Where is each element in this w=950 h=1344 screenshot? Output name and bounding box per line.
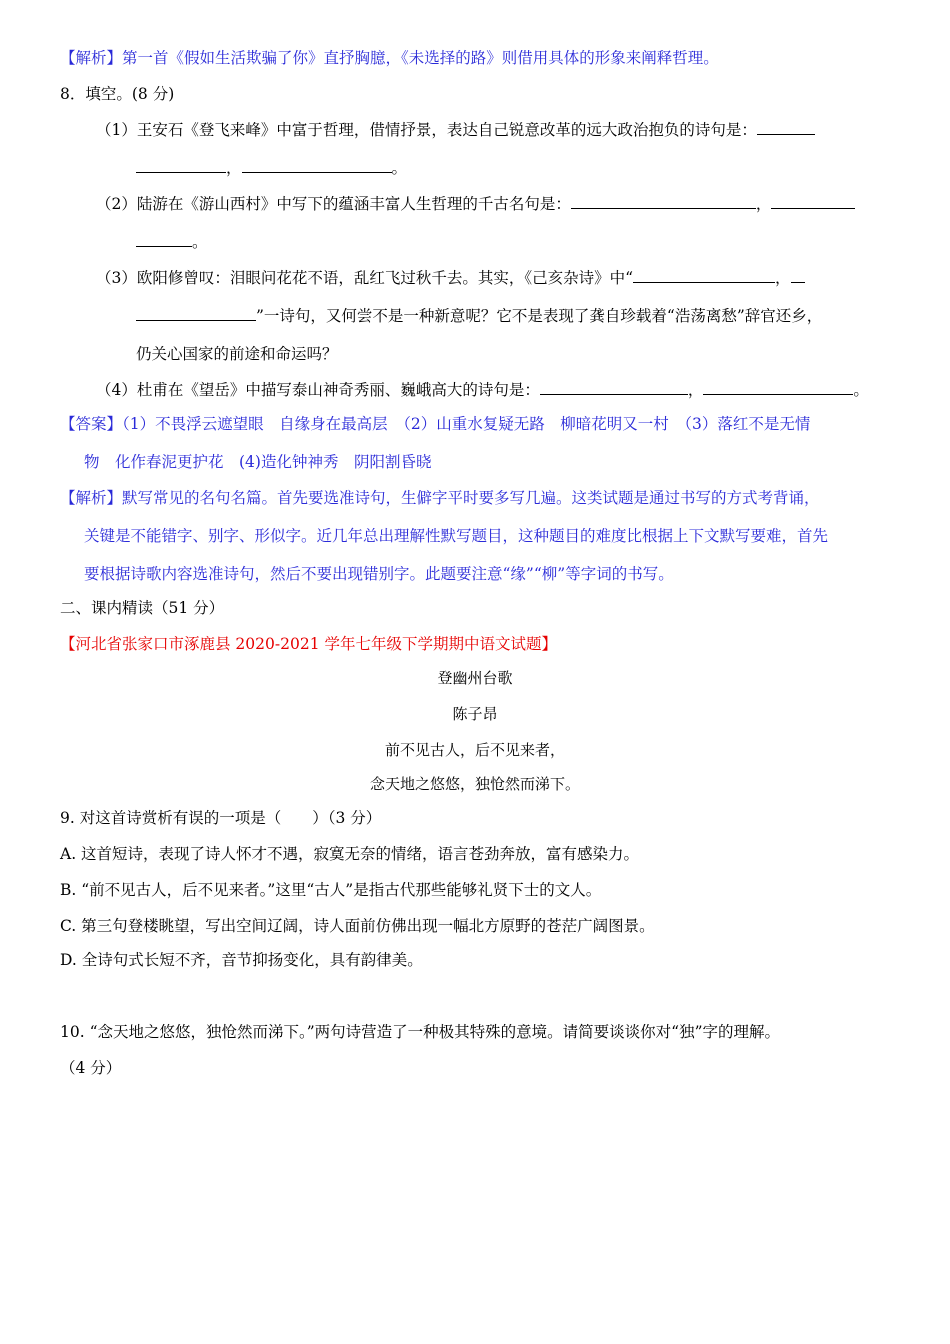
q8-item1-end: 。 — [391, 159, 408, 177]
q8-item4 — [96, 380, 869, 400]
q8-item1-sep: ， — [226, 159, 242, 177]
answer-blank[interactable] — [242, 158, 392, 173]
q8-item2-sep: ， — [755, 195, 772, 213]
answer-blank[interactable] — [757, 120, 815, 135]
poem-title: 登幽州台歌 — [437, 669, 513, 687]
q8-item2 — [96, 194, 855, 214]
answer-blank[interactable] — [571, 194, 756, 209]
q8-item3-cont-text: ”一诗句，又何尝不是一种新意呢？它不是表现了龚自珍载着“浩荡离愁”辞官还乡， — [256, 307, 823, 325]
poem-line1: 前不见古人，后不见来者， — [384, 741, 565, 759]
q10-score: （4 分） — [60, 1059, 122, 1077]
q8-answer — [60, 414, 810, 434]
answer-tag: 【答案】 — [60, 415, 123, 433]
analysis-tag: 【解析】 — [60, 489, 123, 507]
answer-blank[interactable] — [136, 232, 192, 247]
q8-item2-cont — [136, 232, 208, 252]
q8-item4-text: （4）杜甫在《望岳》中描写泰山神奇秀丽、巍峨高大的诗句是： — [96, 381, 540, 399]
prev-analysis — [60, 48, 719, 68]
q8-item3-line3: 仍关心国家的前途和命运吗？ — [136, 345, 338, 363]
analysis-text: 第一首《假如生活欺骗了你》直抒胸臆，《未选择的路》则借用具体的形象来阐释哲理。 — [122, 49, 719, 67]
q8-item1-text: （1）王安石《登飞来峰》中富于哲理，借情抒景，表达自己锐意改革的远大政治抱负的诗句是： — [96, 121, 757, 139]
poem-author: 陈子昂 — [452, 705, 498, 723]
section2-source: 【河北省张家口市涿鹿县 2020-2021 学年七年级下学期期中语文试题】 — [60, 635, 557, 653]
q9-stem: 9. 对这首诗赏析有误的一项是（ ）（3 分） — [60, 809, 382, 827]
q9-option-b: B. “前不见古人，后不见来者。”这里“古人”是指古代那些能够礼贤下士的文人。 — [60, 881, 602, 899]
answer-blank[interactable] — [771, 194, 855, 209]
q10-stem: 10. “念天地之悠悠，独怆然而涕下。”两句诗营造了一种极其特殊的意境。请简要谈谈你对“独”字的理解。 — [60, 1023, 781, 1041]
answer-line2: 物 化作春泥更护花 (4)造化钟神秀 阴阳割昏晓 — [84, 453, 432, 471]
answer-blank[interactable] — [540, 380, 688, 395]
q8-item2-end: 。 — [192, 233, 208, 251]
q8-item1 — [96, 120, 815, 140]
analysis-line2: 关键是不能错字、别字、形似字。近几年总出理解性默写题目，这种题目的难度比根据上下文默写要难，首先 — [84, 527, 829, 545]
q8-header: 8．填空。(8 分) — [60, 85, 175, 103]
q8-item3-text: （3）欧阳修曾叹：泪眼问花花不语，乱红飞过秋千去。其实，《己亥杂诗》中“ — [96, 269, 634, 287]
answer-line1: （1）不畏浮云遮望眼 自缘身在最高层 （2）山重水复疑无路 柳暗花明又一村 （3）落红不是无情 — [122, 415, 811, 433]
poem-line2: 念天地之悠悠，独怆然而涕下。 — [369, 775, 580, 793]
q8-item2-text: （2）陆游在《游山西村》中写下的蕴涵丰富人生哲理的千古名句是： — [96, 195, 571, 213]
q8-item3 — [96, 268, 805, 288]
analysis-line3: 要根据诗歌内容选准诗句，然后不要出现错别字。此题要注意“缘”“柳”等字词的书写。 — [84, 565, 674, 583]
answer-blank[interactable] — [791, 268, 805, 283]
q8-item4-sep: ， — [687, 381, 704, 399]
q8-analysis — [60, 488, 820, 508]
answer-blank[interactable] — [136, 158, 226, 173]
q8-item1-cont — [136, 158, 407, 178]
analysis-tag: 【解析】 — [60, 49, 123, 67]
q9-option-d: D. 全诗句式长短不齐，音节抑扬变化，具有韵律美。 — [60, 951, 423, 969]
answer-blank[interactable] — [633, 268, 775, 283]
q9-option-c: C. 第三句登楼眺望，写出空间辽阔，诗人面前仿佛出现一幅北方原野的苍茫广阔图景。 — [60, 917, 655, 935]
analysis-line1: 默写常见的名句名篇。首先要选准诗句，生僻字平时要多写几遍。这类试题是通过书写的方式考背诵， — [122, 489, 820, 507]
section2-header: 二、课内精读（51 分） — [60, 599, 225, 617]
answer-blank[interactable] — [703, 380, 853, 395]
q8-item3-cont — [136, 306, 822, 326]
q8-item3-sep: ， — [775, 269, 791, 287]
answer-blank[interactable] — [136, 306, 256, 321]
q9-option-a: A. 这首短诗，表现了诗人怀才不遇，寂寞无奈的情绪，语言苍劲奔放，富有感染力。 — [60, 845, 640, 863]
q8-item4-end: 。 — [853, 381, 869, 399]
